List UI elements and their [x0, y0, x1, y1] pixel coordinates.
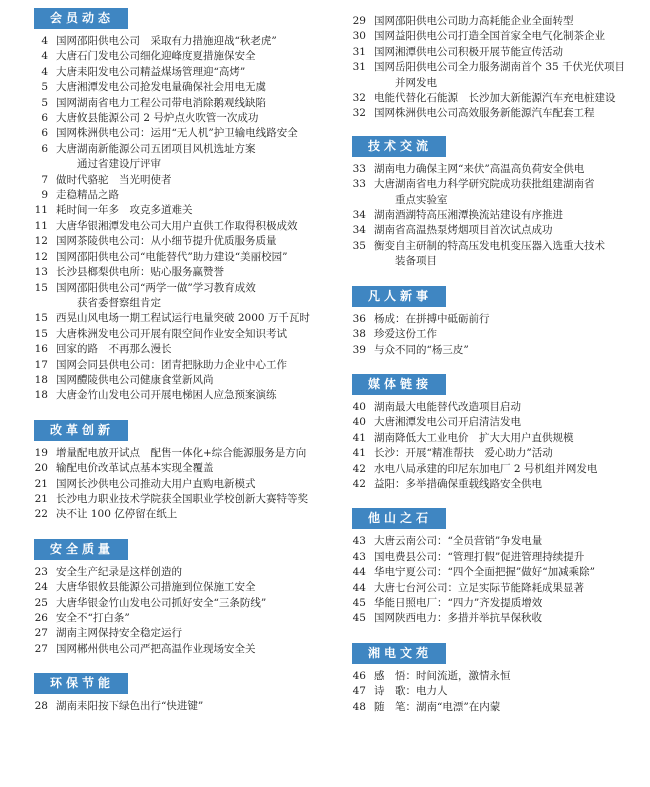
toc-entry[interactable] — [352, 343, 644, 358]
page-number: 24 — [34, 581, 48, 594]
toc-entry[interactable] — [34, 188, 324, 203]
toc-entry[interactable] — [34, 446, 324, 461]
page-number: 21 — [34, 477, 48, 490]
toc-entry[interactable] — [34, 461, 324, 476]
page-number: 35 — [352, 239, 366, 252]
page-number: 41 — [352, 447, 366, 460]
toc-entry[interactable] — [34, 173, 324, 188]
toc-entry[interactable] — [352, 415, 644, 430]
toc-entry[interactable] — [34, 492, 324, 507]
toc-entry[interactable] — [34, 565, 324, 580]
toc-entry[interactable] — [34, 626, 324, 641]
toc-entry[interactable] — [34, 642, 324, 657]
entry-title: 国网陕西电力：多措并举抗旱保秋收 — [374, 612, 542, 625]
page-number: 36 — [352, 312, 366, 325]
entry-title-continuation: 并网发电 — [395, 76, 437, 89]
toc-entry[interactable] — [34, 203, 324, 218]
entry-title: 增量配电放开试点 配售一体化+综合能源服务是方向 — [56, 446, 307, 459]
entry-title: 国网岳阳供电公司全力服务湖南首个 35 千伏光伏项目 — [374, 61, 626, 74]
page-number: 4 — [41, 50, 48, 63]
entry-title: 决不让 100 亿停留在纸上 — [56, 508, 178, 521]
toc-entry[interactable] — [34, 342, 324, 357]
entry-title: 华能日照电厂：“四力”齐发提质增效 — [374, 596, 543, 609]
page-number: 43 — [352, 550, 366, 563]
page-number: 26 — [34, 612, 48, 624]
entry-title: 大唐石门发电公司细化迎峰度夏措施保安全 — [56, 50, 256, 63]
entry-title: 国网邵阳供电公司“电能替代”助力建设“美丽校园” — [56, 250, 288, 263]
entry-title: 大唐金竹山发电公司开展电梯困人应急预案演练 — [56, 389, 277, 402]
page-number: 45 — [352, 612, 366, 625]
page-number: 22 — [34, 508, 48, 521]
entry-title: 耗时间一年多 攻克多道难关 — [56, 204, 193, 217]
toc-entry[interactable] — [352, 446, 644, 461]
page-number: 21 — [34, 492, 48, 505]
page-number: 34 — [352, 209, 366, 222]
entry-title: 湖南最大电能替代改造项目启动 — [374, 400, 521, 413]
page-number: 31 — [352, 61, 366, 74]
entry-title-continuation: 获省委督察组肯定 — [77, 296, 161, 309]
page-number: 5 — [41, 81, 48, 94]
toc-entry[interactable] — [352, 477, 644, 492]
page-number: 45 — [352, 596, 366, 609]
toc-entry[interactable] — [352, 534, 644, 549]
entry-title: 湖南耒阳按下绿色出行“快进键” — [56, 700, 204, 713]
page-number: 7 — [41, 173, 48, 186]
page-number: 11 — [34, 204, 48, 217]
entry-title: 衡变自主研制的特高压发电机变压器入选重大技术 — [374, 239, 605, 252]
toc-entry[interactable] — [34, 96, 324, 111]
page-number: 15 — [34, 327, 48, 340]
toc-section — [34, 665, 324, 714]
toc-entry[interactable] — [352, 327, 644, 342]
entry-title: 随 笔：湖南“电漂”在内蒙 — [374, 700, 501, 713]
entry-title: 国网茶陵供电公司：从小细节提升优质服务质量 — [56, 235, 277, 248]
section-header: 他山之石 — [352, 508, 446, 529]
toc-entry[interactable] — [34, 611, 324, 626]
toc-entry[interactable] — [352, 162, 644, 177]
toc-section — [352, 128, 644, 270]
page-number: 48 — [352, 700, 366, 713]
toc-entry[interactable] — [352, 239, 644, 270]
toc-section — [34, 0, 324, 404]
entry-title: 安全生产纪录是这样创造的 — [56, 565, 182, 578]
entry-title: 与众不同的“杨三皮” — [374, 343, 469, 356]
entry-title: 湖南省高温热泵烤烟项目首次试点成功 — [374, 224, 553, 237]
toc-entry[interactable] — [34, 507, 324, 522]
entry-title: 益阳：多举措确保重载线路安全供电 — [374, 477, 542, 490]
toc-section — [352, 366, 644, 492]
toc-entry[interactable] — [34, 477, 324, 492]
page-number: 5 — [41, 96, 48, 109]
entry-title: 大唐株洲发电公司开展有限空间作业安全知识考试 — [56, 327, 287, 340]
page-number: 4 — [41, 35, 48, 47]
entry-title: 大唐耒阳发电公司精益煤场管理迎“高烤” — [56, 65, 246, 78]
toc-entry[interactable] — [34, 250, 324, 265]
page-number: 43 — [352, 535, 366, 548]
page-number: 29 — [352, 15, 366, 27]
toc-entry[interactable] — [352, 29, 644, 44]
entry-title: 大唐云南公司：“全员营销”争发电量 — [374, 535, 543, 548]
page-number: 40 — [352, 400, 366, 413]
entry-title: 做时代骆驼 当光明使者 — [56, 173, 172, 186]
entry-title: 大唐湘潭发电公司开启清洁发电 — [374, 416, 521, 429]
entry-title: 国网长沙供电公司推动大用户直购电新模式 — [56, 477, 256, 490]
page-number: 38 — [352, 328, 366, 341]
toc-entry[interactable] — [352, 177, 644, 208]
page-number: 25 — [34, 596, 48, 609]
entry-title: 长沙电力职业技术学院获全国职业学校创新大赛特等奖 — [56, 492, 308, 505]
page-number: 23 — [34, 565, 48, 578]
entry-title: 电能代替化石能源 长沙加大新能源汽车充电桩建设 — [374, 92, 616, 105]
section-header: 技术交流 — [352, 136, 446, 157]
toc-entry[interactable] — [34, 388, 324, 403]
page-number: 34 — [352, 224, 366, 237]
section-header: 湘电文苑 — [352, 643, 446, 664]
toc-section — [352, 278, 644, 358]
entry-title: 大唐湖南省电力科学研究院成功获批组建湖南省 — [374, 178, 595, 191]
toc-entry[interactable] — [352, 700, 644, 715]
entry-title: 湖南电力确保主网“来伏”高温高负荷安全供电 — [374, 162, 585, 175]
section-header: 安全质量 — [34, 539, 128, 560]
section-header: 环保节能 — [34, 673, 128, 694]
entry-title: 安全不“打白条” — [56, 612, 130, 624]
page-number: 39 — [352, 343, 366, 356]
toc-entry[interactable] — [34, 580, 324, 595]
page-number: 41 — [352, 431, 366, 444]
entry-title: 国电费县公司：“管理打假”促进管理持续提升 — [374, 550, 585, 563]
entry-title-continuation: 装备项目 — [395, 255, 437, 268]
entry-title: 大唐七台河公司：立足实际节能降耗成果显著 — [374, 581, 584, 594]
page-number: 9 — [41, 189, 48, 202]
page-number: 44 — [352, 581, 366, 594]
toc-entry[interactable] — [352, 312, 644, 327]
page-number: 46 — [352, 669, 366, 682]
page-number: 32 — [352, 92, 366, 105]
page-number: 31 — [352, 45, 366, 58]
toc-entry[interactable] — [34, 34, 324, 49]
entry-title-continuation: 通过省建设厅评审 — [77, 158, 161, 171]
toc-entry[interactable] — [34, 126, 324, 141]
toc-entry[interactable] — [34, 265, 324, 280]
section-header: 媒体链接 — [352, 374, 446, 395]
page-number: 40 — [352, 416, 366, 429]
section-header: 改革创新 — [34, 420, 128, 441]
page-number: 20 — [34, 462, 48, 475]
toc-entry[interactable] — [34, 142, 324, 173]
left-column — [34, 0, 324, 723]
entry-title: 国网会同县供电公司：团青把脉助力企业中心工作 — [56, 358, 287, 371]
entry-title: 国网湖南省电力工程公司带电消除鹅观线缺陷 — [56, 96, 266, 109]
entry-title: 华电宁夏公司：“四个全面把握”做好“加减乘除” — [374, 566, 595, 579]
entry-title: 水电八局承建的印尼东加电厂 2 号机组并网发电 — [374, 462, 598, 475]
entry-title: 长沙县榔梨供电所：贴心服务赢赞誉 — [56, 266, 224, 279]
toc-entry[interactable] — [34, 358, 324, 373]
entry-title: 大唐湖南新能源公司五团项目风机选址方案 — [56, 142, 256, 155]
page-number: 6 — [41, 127, 48, 140]
page-number: 47 — [352, 685, 366, 698]
entry-title: 国网邵阳供电公司“两学一做”学习教育成效 — [56, 281, 256, 294]
entry-title: 大唐华银湘潭发电公司大用户直供工作取得积极成效 — [56, 219, 298, 232]
entry-title: 感 悟：时间流逝，激情永恒 — [374, 669, 511, 682]
page-number: 33 — [352, 162, 366, 175]
toc-entry[interactable] — [34, 311, 324, 326]
section-header: 凡人新事 — [352, 286, 446, 307]
page-number: 16 — [34, 343, 48, 356]
entry-title: 国网株洲供电公司：运用“无人机”护卫输电线路安全 — [56, 127, 298, 140]
toc-entry[interactable] — [352, 106, 644, 121]
toc-entry[interactable] — [34, 373, 324, 388]
toc-entry[interactable] — [352, 611, 644, 626]
toc-entry[interactable] — [34, 80, 324, 95]
entry-title-continuation: 重点实验室 — [395, 193, 448, 206]
page-number: 4 — [41, 65, 48, 78]
entry-title: 长沙：开展“精准帮扶 爱心助力”活动 — [374, 447, 553, 460]
entry-title: 大唐华银金竹山发电公司抓好安全“三条防线” — [56, 596, 267, 609]
entry-title: 珍爱这份工作 — [374, 328, 437, 341]
toc-entry[interactable] — [352, 91, 644, 106]
page-number: 13 — [34, 266, 48, 279]
entry-title: 走稳精品之路 — [56, 189, 119, 202]
toc-entry[interactable] — [352, 581, 644, 596]
toc-entry[interactable] — [34, 596, 324, 611]
page-number: 19 — [34, 446, 48, 459]
page-number: 27 — [34, 642, 48, 655]
toc-entry[interactable] — [352, 60, 644, 91]
toc-entry[interactable] — [34, 49, 324, 64]
page-number: 42 — [352, 477, 366, 490]
page-number: 18 — [34, 389, 48, 402]
right-column — [352, 0, 644, 723]
page-number: 18 — [34, 373, 48, 386]
entry-title: 国网株洲供电公司高效服务新能源汽车配套工程 — [374, 107, 595, 120]
page-number: 33 — [352, 178, 366, 191]
page-number: 44 — [352, 566, 366, 579]
toc-entry[interactable] — [34, 111, 324, 126]
toc-entry[interactable] — [34, 699, 324, 714]
toc-entry[interactable] — [352, 684, 644, 699]
toc-entry[interactable] — [352, 550, 644, 565]
page-number: 6 — [41, 142, 48, 155]
toc-entry[interactable] — [34, 281, 324, 312]
toc-entry[interactable] — [352, 208, 644, 223]
entry-title: 湖南酒湖特高压湘潭换流站建设有序推进 — [374, 209, 563, 222]
page-number: 15 — [34, 312, 48, 325]
page-number: 17 — [34, 358, 48, 371]
page-number: 30 — [352, 30, 366, 43]
entry-title: 大唐华银攸县能源公司措施到位保施工安全 — [56, 581, 256, 594]
entry-title: 回家的路 不再那么漫长 — [56, 343, 172, 356]
toc-entry[interactable] — [352, 14, 644, 29]
toc-entry[interactable] — [352, 45, 644, 60]
continued-section — [352, 0, 644, 122]
toc-section — [352, 635, 644, 715]
page-number: 28 — [34, 700, 48, 713]
entry-title: 国网益阳供电公司打造全国首家全电气化制茶企业 — [374, 30, 605, 43]
entry-title: 大唐攸县能源公司 2 号炉点火吹管一次成功 — [56, 112, 259, 125]
entry-title: 大唐湘潭发电公司抢发电量确保社会用电无虞 — [56, 81, 266, 94]
toc-entry[interactable] — [352, 596, 644, 611]
page-number: 32 — [352, 107, 366, 120]
toc-entry[interactable] — [352, 400, 644, 415]
toc-entry[interactable] — [352, 431, 644, 446]
entry-title: 湖南降低大工业电价 扩大大用户直供规模 — [374, 431, 574, 444]
toc-entry[interactable] — [352, 223, 644, 238]
toc-entry[interactable] — [34, 327, 324, 342]
entry-title: 国网邵阳供电公司助力高耗能企业全面转型 — [374, 15, 574, 27]
toc-section — [34, 531, 324, 657]
toc-section — [352, 500, 644, 626]
entry-title: 杨成：在拼搏中砥砺前行 — [374, 312, 490, 325]
entry-title: 湖南主网保持安全稳定运行 — [56, 627, 182, 640]
entry-title: 西晃山风电场一期工程试运行电量突破 2000 万千瓦时 — [56, 312, 310, 325]
toc-section — [34, 412, 324, 523]
page-number: 11 — [34, 219, 48, 232]
entry-title: 国网郴州供电公司严把高温作业现场安全关 — [56, 642, 256, 655]
entry-title: 输配电价改革试点基本实现全覆盖 — [56, 462, 214, 475]
entry-title: 国网邵阳供电公司 采取有力措施迎战“秋老虎” — [56, 35, 277, 47]
page-number: 27 — [34, 627, 48, 640]
section-header: 会员动态 — [34, 8, 128, 29]
page-number: 6 — [41, 112, 48, 125]
entry-title: 国网湘潭供电公司积极开展节能宣传活动 — [374, 45, 563, 58]
entry-title: 诗 歌：电力人 — [374, 685, 448, 698]
page-number: 15 — [34, 281, 48, 294]
page-number: 12 — [34, 235, 48, 248]
toc-entry[interactable] — [34, 219, 324, 234]
toc-entry[interactable] — [34, 65, 324, 80]
toc-entry[interactable] — [352, 669, 644, 684]
toc-entry[interactable] — [352, 565, 644, 580]
toc-entry[interactable] — [34, 234, 324, 249]
toc-entry[interactable] — [352, 462, 644, 477]
page-number: 12 — [34, 250, 48, 263]
entry-title: 国网醴陵供电公司健康食堂新风尚 — [56, 373, 214, 386]
page-number: 42 — [352, 462, 366, 475]
